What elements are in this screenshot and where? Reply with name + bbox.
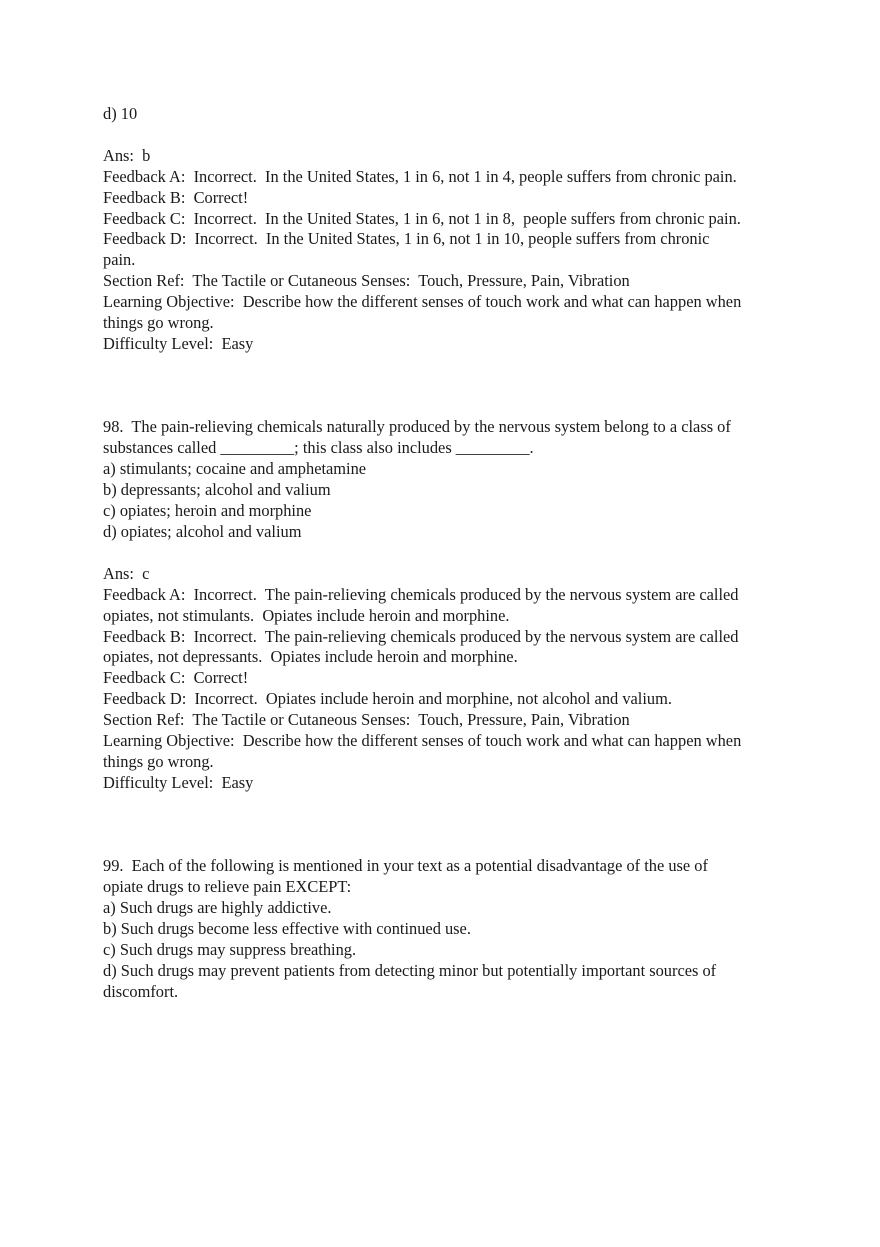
- feedback-c: Feedback C: Incorrect. In the United States, 1 in 6, not 1 in 8, people suffers from chronic pain.: [103, 208, 741, 228]
- feedback-c: Feedback C: Correct!: [103, 668, 249, 688]
- question-98: [103, 417, 803, 793]
- feedback-d: Feedback D: Incorrect. In the United States, 1 in 6, not 1 in 10, people suffers from chronic: [103, 229, 710, 249]
- feedback-d: Feedback D: Incorrect. Opiates include heroin and morphine, not alcohol and valium.: [103, 689, 672, 709]
- feedback-b: Feedback B: Correct!: [103, 187, 249, 207]
- option-d: d) 10: [103, 104, 138, 123]
- question-stem-continued: opiate drugs to relieve pain EXCEPT:: [103, 877, 352, 897]
- option-d: d) opiates; alcohol and valium: [103, 521, 302, 541]
- document-page: [103, 104, 803, 1003]
- option-b: b) Such drugs become less effective with continued use.: [103, 919, 471, 939]
- difficulty-level: Difficulty Level: Easy: [103, 772, 254, 792]
- section-ref: Section Ref: The Tactile or Cutaneous Senses: Touch, Pressure, Pain, Vibration: [103, 271, 630, 291]
- feedback-a: Feedback A: Incorrect. The pain-relieving chemicals produced by the nervous system are called: [103, 584, 739, 604]
- option-d-continued: discomfort.: [103, 981, 179, 1001]
- option-b: b) depressants; alcohol and valium: [103, 480, 331, 500]
- option-c: c) opiates; heroin and morphine: [103, 501, 312, 521]
- section-ref: Section Ref: The Tactile or Cutaneous Senses: Touch, Pressure, Pain, Vibration: [103, 710, 630, 730]
- question-stem-continued: substances called _________; this class also includes _________.: [103, 438, 534, 458]
- question-stem: 99. Each of the following is mentioned in your text as a potential disadvantage of the use of: [103, 856, 708, 876]
- question-97-tail: [103, 104, 803, 355]
- answer-key: Ans: b: [103, 145, 151, 165]
- question-99: [103, 856, 803, 1002]
- learning-objective: Learning Objective: Describe how the different senses of touch work and what can happen when: [103, 292, 742, 312]
- answer-key: Ans: c: [103, 563, 150, 583]
- learning-objective-continued: things go wrong.: [103, 751, 214, 771]
- option-d: d) Such drugs may prevent patients from detecting minor but potentially important sources of: [103, 960, 717, 980]
- question-stem: 98. The pain-relieving chemicals naturally produced by the nervous system belong to a class of: [103, 417, 731, 437]
- feedback-b: Feedback B: Incorrect. The pain-relieving chemicals produced by the nervous system are called: [103, 626, 739, 646]
- learning-objective: Learning Objective: Describe how the different senses of touch work and what can happen when: [103, 731, 742, 751]
- option-a: a) stimulants; cocaine and amphetamine: [103, 459, 367, 479]
- difficulty-level: Difficulty Level: Easy: [103, 333, 254, 353]
- option-c: c) Such drugs may suppress breathing.: [103, 939, 357, 959]
- learning-objective-continued: things go wrong.: [103, 313, 214, 333]
- feedback-a-continued: opiates, not stimulants. Opiates include heroin and morphine.: [103, 605, 510, 625]
- feedback-d-continued: pain.: [103, 250, 136, 270]
- feedback-a: Feedback A: Incorrect. In the United States, 1 in 6, not 1 in 4, people suffers from chronic pain.: [103, 166, 737, 186]
- option-a: a) Such drugs are highly addictive.: [103, 898, 332, 918]
- feedback-b-continued: opiates, not depressants. Opiates include heroin and morphine.: [103, 647, 518, 667]
